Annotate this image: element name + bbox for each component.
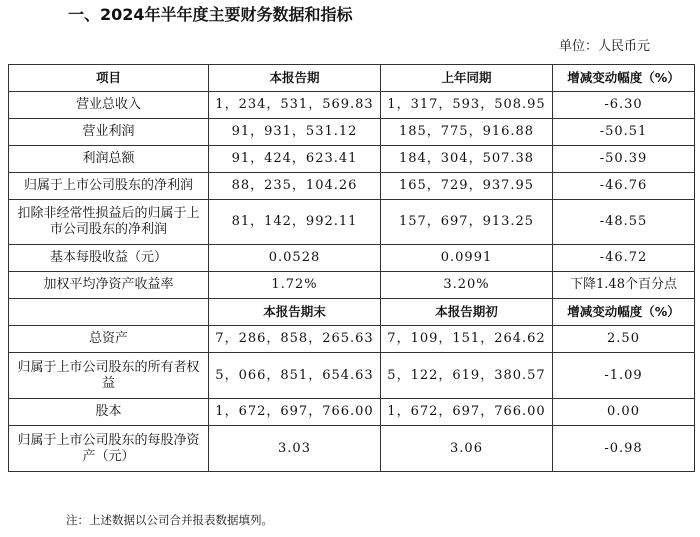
header-current-period: 本报告期 xyxy=(209,65,381,92)
header-change-pct: 增减变动幅度（%） xyxy=(553,299,695,326)
table-row xyxy=(9,399,695,426)
prior-value: 3.06 xyxy=(381,426,553,472)
change-value: -48.55 xyxy=(553,200,695,245)
section-title: 一、2024年半年度主要财务数据和指标 xyxy=(68,5,353,24)
row-label: 基本每股收益（元） xyxy=(9,245,209,272)
table-row xyxy=(9,173,695,200)
current-value: 91，424，623.41 xyxy=(209,146,381,173)
row-label: 归属于上市公司股东的每股净资产（元） xyxy=(9,426,209,472)
table-row xyxy=(9,353,695,399)
current-value: 1，672，697，766.00 xyxy=(209,399,381,426)
change-value: -50.39 xyxy=(553,146,695,173)
current-value: 1，234，531，569.83 xyxy=(209,92,381,119)
row-label: 营业总收入 xyxy=(9,92,209,119)
row-label: 总资产 xyxy=(9,326,209,353)
subheader-item xyxy=(9,299,209,326)
prior-value: 165，729，937.95 xyxy=(381,173,553,200)
current-value: 81，142，992.11 xyxy=(209,200,381,245)
financial-data-table xyxy=(8,64,695,472)
row-label: 归属于上市公司股东的净利润 xyxy=(9,173,209,200)
prior-value: 184，304，507.38 xyxy=(381,146,553,173)
change-value: 2.50 xyxy=(553,326,695,353)
row-label: 扣除非经常性损益后的归属于上市公司股东的净利润 xyxy=(9,200,209,245)
header-change-pct: 增减变动幅度（%） xyxy=(553,65,695,92)
prior-value: 7，109，151，264.62 xyxy=(381,326,553,353)
table-subheader-row xyxy=(9,299,695,326)
row-label: 加权平均净资产收益率 xyxy=(9,272,209,299)
change-value: -0.98 xyxy=(553,426,695,472)
current-value: 7，286，858，265.63 xyxy=(209,326,381,353)
change-value: -6.30 xyxy=(553,92,695,119)
table-row xyxy=(9,119,695,146)
current-value: 3.03 xyxy=(209,426,381,472)
change-value: -46.72 xyxy=(553,245,695,272)
table-row xyxy=(9,200,695,245)
prior-value: 5，122，619，380.57 xyxy=(381,353,553,399)
table-row xyxy=(9,146,695,173)
current-value: 88，235，104.26 xyxy=(209,173,381,200)
change-value: -46.76 xyxy=(553,173,695,200)
header-period-end: 本报告期末 xyxy=(209,299,381,326)
row-label: 利润总额 xyxy=(9,146,209,173)
table-footnote: 注：上述数据以公司合并报表数据填列。 xyxy=(66,513,273,527)
change-value: 0.00 xyxy=(553,399,695,426)
prior-value: 0.0991 xyxy=(381,245,553,272)
table-row xyxy=(9,272,695,299)
header-period-start: 本报告期初 xyxy=(381,299,553,326)
prior-value: 1，317，593，508.95 xyxy=(381,92,553,119)
current-value: 1.72% xyxy=(209,272,381,299)
table-row xyxy=(9,326,695,353)
prior-value: 157，697，913.25 xyxy=(381,200,553,245)
table-row xyxy=(9,426,695,472)
table-header-row xyxy=(9,65,695,92)
prior-value: 1，672，697，766.00 xyxy=(381,399,553,426)
currency-unit: 单位：人民币元 xyxy=(558,39,650,54)
row-label: 股本 xyxy=(9,399,209,426)
change-value: -1.09 xyxy=(553,353,695,399)
change-value: -50.51 xyxy=(553,119,695,146)
row-label: 营业利润 xyxy=(9,119,209,146)
header-item: 项目 xyxy=(9,65,209,92)
prior-value: 185，775，916.88 xyxy=(381,119,553,146)
header-prior-period: 上年同期 xyxy=(381,65,553,92)
current-value: 5，066，851，654.63 xyxy=(209,353,381,399)
prior-value: 3.20% xyxy=(381,272,553,299)
current-value: 91，931，531.12 xyxy=(209,119,381,146)
current-value: 0.0528 xyxy=(209,245,381,272)
table-row xyxy=(9,92,695,119)
row-label: 归属于上市公司股东的所有者权益 xyxy=(9,353,209,399)
change-value: 下降1.48个百分点 xyxy=(553,272,695,299)
table-row xyxy=(9,245,695,272)
